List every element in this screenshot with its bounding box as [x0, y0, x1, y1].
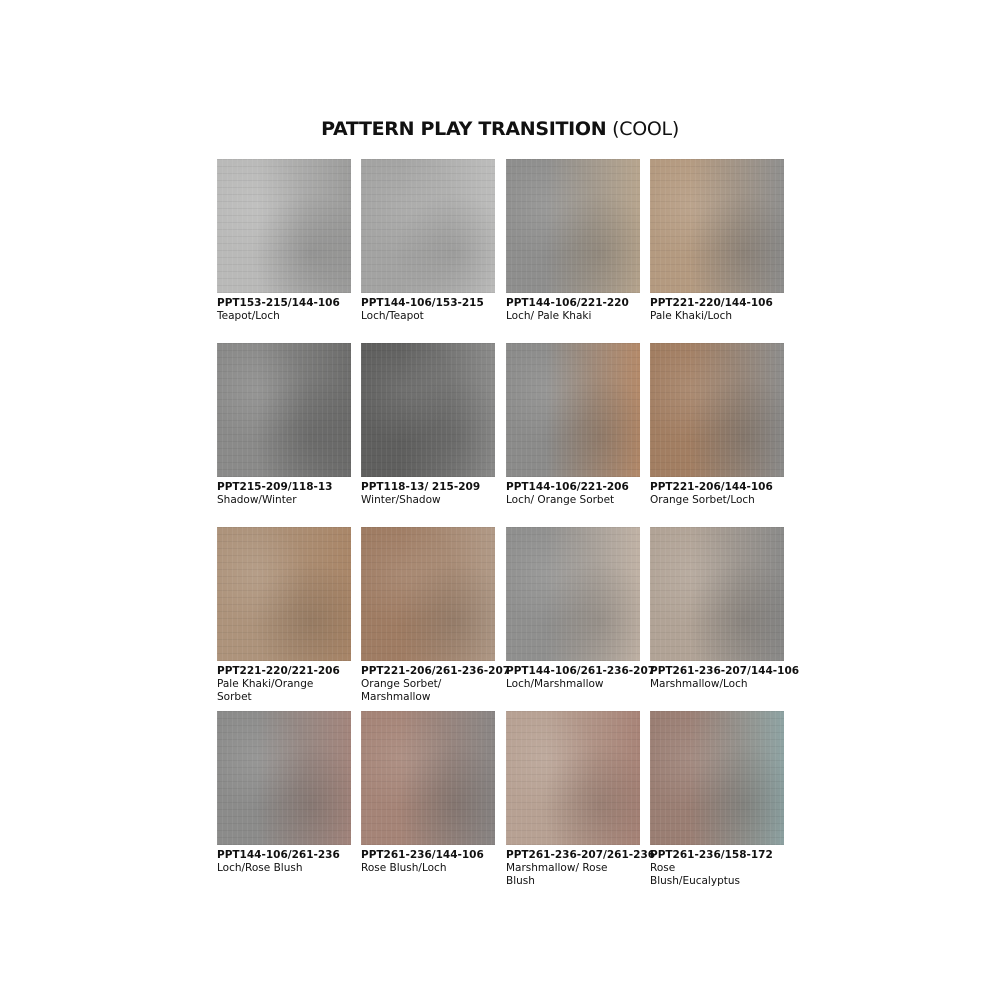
swatch-label [650, 481, 800, 507]
swatch-label [217, 297, 367, 323]
swatch-image [650, 711, 784, 845]
swatch-label [506, 297, 656, 323]
swatch-code: PPT144-106/221-220 [506, 297, 629, 309]
swatch-texture [506, 343, 640, 477]
swatch-colorway-name: Orange Sorbet/Loch [650, 494, 755, 506]
swatch-texture [361, 527, 495, 661]
swatch-code: PPT118-13/ 215-209 [361, 481, 481, 493]
swatch-label [361, 481, 511, 507]
swatch-texture [650, 711, 784, 845]
swatch-image [361, 527, 495, 661]
swatch-code: PPT144-106/261-236-207 [506, 665, 656, 677]
swatch-label [217, 849, 367, 875]
swatch-texture [506, 711, 640, 845]
swatch-colorway-name: Loch/Teapot [361, 310, 424, 322]
swatch-texture [506, 527, 640, 661]
swatch-code: PPT221-220/144-106 [650, 297, 773, 309]
swatch-image [506, 159, 640, 293]
swatch-label [650, 665, 800, 691]
swatch-label [217, 665, 367, 704]
swatch-label [217, 481, 367, 507]
swatch-image [217, 343, 351, 477]
swatch-code: PPT221-206/261-236-207 [361, 665, 511, 677]
swatch-image [506, 711, 640, 845]
swatch-texture [506, 159, 640, 293]
swatch-colorway-name: Shadow/Winter [217, 494, 297, 506]
swatch-image [217, 527, 351, 661]
swatch-code: PPT215-209/118-13 [217, 481, 333, 493]
swatch-code: PPT221-220/221-206 [217, 665, 340, 677]
swatch-label [506, 665, 656, 691]
swatch-colorway-name: Loch/ Pale Khaki [506, 310, 592, 322]
swatch-label [361, 849, 511, 875]
swatch-image [217, 711, 351, 845]
swatch-colorway-name: Loch/Marshmallow [506, 678, 604, 690]
swatch-texture [361, 159, 495, 293]
swatch-colorway-name: Rose Blush/Loch [361, 862, 447, 874]
swatch-texture [650, 527, 784, 661]
swatch-texture [361, 343, 495, 477]
swatch-image [650, 527, 784, 661]
swatch-code: PPT261-236-207/261-236 [506, 849, 656, 861]
swatch-label [650, 297, 800, 323]
swatch-label [361, 665, 511, 704]
swatch-colorway-name: Loch/Rose Blush [217, 862, 303, 874]
page-title-main: PATTERN PLAY TRANSITION [321, 118, 607, 140]
swatch-texture [650, 159, 784, 293]
swatch-image [506, 527, 640, 661]
swatch-image [361, 159, 495, 293]
swatch-image [217, 159, 351, 293]
swatch-colorway-name: Winter/Shadow [361, 494, 441, 506]
swatch-colorway-name: Loch/ Orange Sorbet [506, 494, 615, 506]
swatch-image [361, 343, 495, 477]
swatch-label [361, 297, 511, 323]
swatch-colorway-name: Pale Khaki/Orange Sorbet [217, 678, 314, 703]
swatch-texture [217, 527, 351, 661]
swatch-code: PPT144-106/153-215 [361, 297, 484, 309]
swatch-image [506, 343, 640, 477]
swatch-code: PPT144-106/261-236 [217, 849, 340, 861]
swatch-image [361, 711, 495, 845]
swatch-colorway-name: Rose Blush/Eucalyptus [650, 862, 740, 887]
swatch-code: PPT261-236/144-106 [361, 849, 484, 861]
swatch-colorway-name: Marshmallow/ Rose Blush [506, 862, 608, 887]
swatch-label [650, 849, 800, 888]
swatch-colorway-name: Marshmallow/Loch [650, 678, 748, 690]
swatch-texture [650, 343, 784, 477]
swatch-code: PPT153-215/144-106 [217, 297, 340, 309]
swatch-code: PPT261-236-207/144-106 [650, 665, 800, 677]
swatch-image [650, 159, 784, 293]
swatch-code: PPT261-236/158-172 [650, 849, 773, 861]
swatch-label [506, 481, 656, 507]
swatch-texture [217, 711, 351, 845]
swatch-texture [361, 711, 495, 845]
swatch-label [506, 849, 656, 888]
swatch-colorway-name: Orange Sorbet/ Marshmallow [361, 678, 442, 703]
swatch-code: PPT144-106/221-206 [506, 481, 629, 493]
swatch-image [650, 343, 784, 477]
swatch-texture [217, 159, 351, 293]
swatch-code: PPT221-206/144-106 [650, 481, 773, 493]
swatch-colorway-name: Teapot/Loch [217, 310, 280, 322]
swatch-texture [217, 343, 351, 477]
swatch-colorway-name: Pale Khaki/Loch [650, 310, 733, 322]
page-title-suffix: (COOL) [612, 118, 679, 140]
